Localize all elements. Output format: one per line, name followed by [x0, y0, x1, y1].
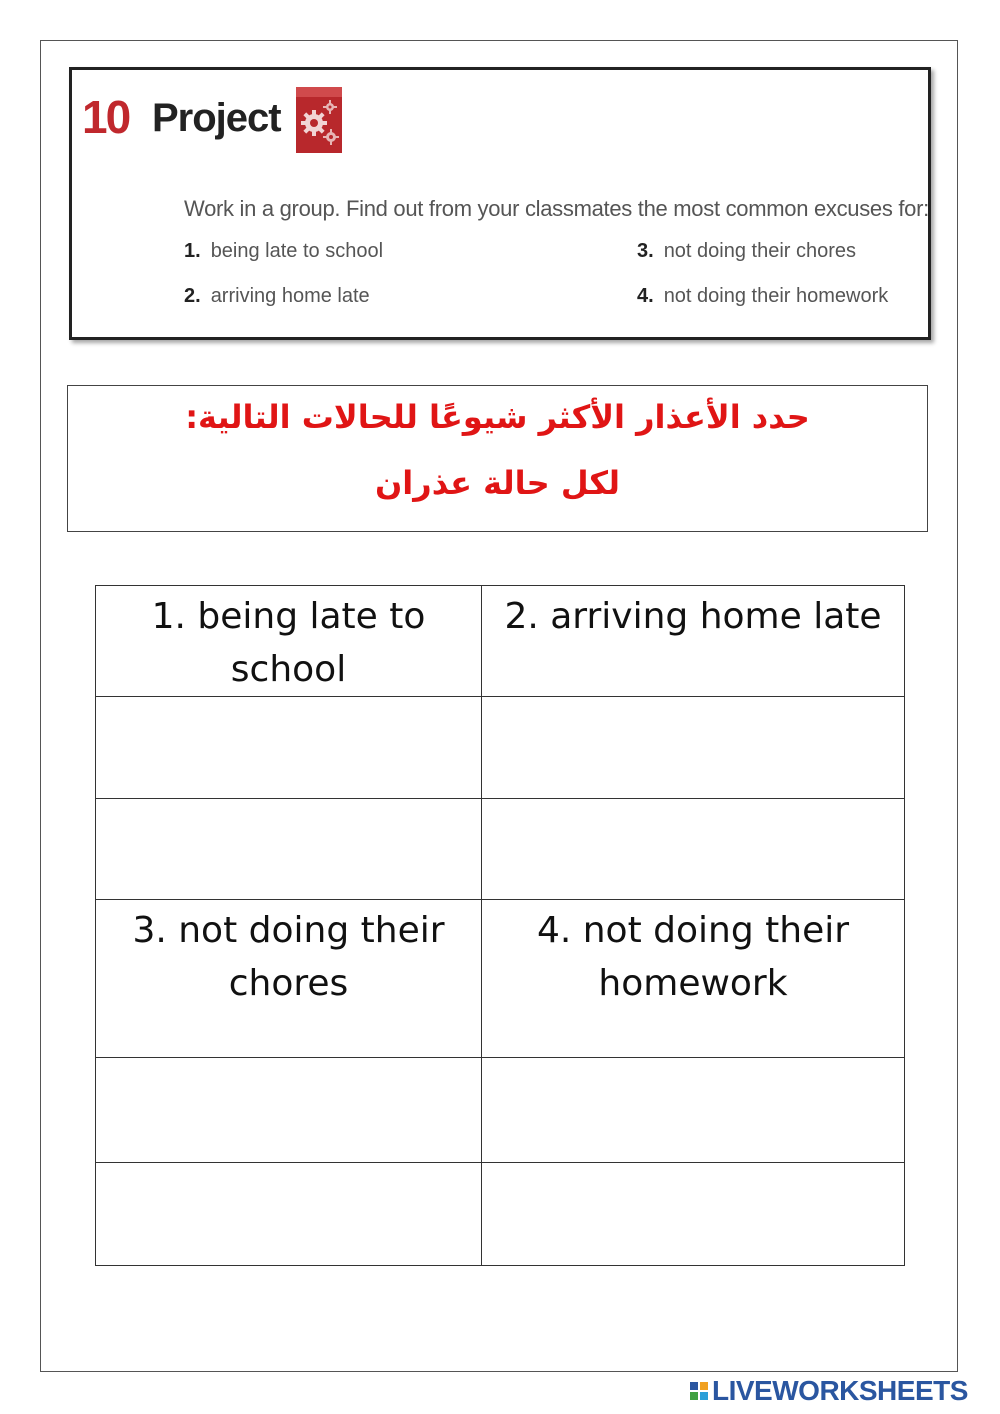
- header-cell-3: 3. not doing their chores: [96, 900, 482, 1058]
- item-number: 1.: [184, 240, 201, 262]
- project-box: [69, 67, 931, 340]
- excuses-table: [95, 585, 905, 1266]
- project-number: 10: [82, 91, 130, 143]
- item-text: being late to school: [210, 240, 384, 262]
- item-text: arriving home late: [210, 285, 370, 307]
- answer-cell-2b[interactable]: [482, 799, 905, 900]
- table-row: [96, 1058, 905, 1163]
- answer-cell-4b[interactable]: [482, 1163, 905, 1266]
- table-row: [96, 1163, 905, 1266]
- table-row: [96, 900, 905, 1058]
- gear-icon: [296, 87, 342, 153]
- answer-cell-4a[interactable]: [482, 1058, 905, 1163]
- answer-cell-1a[interactable]: [96, 697, 482, 799]
- answer-cell-2a[interactable]: [482, 697, 905, 799]
- arabic-instruction-line-2: لكل حالة عذران: [374, 464, 620, 502]
- project-instruction: Work in a group. Find out from your classmates the most common excuses for:: [184, 196, 929, 221]
- project-item-4: [637, 285, 888, 308]
- header-cell-2: 2. arriving home late: [482, 586, 905, 697]
- header-cell-1: 1. being late to school: [96, 586, 482, 697]
- project-item-3: [637, 240, 856, 263]
- item-number: 4.: [637, 285, 654, 307]
- project-item-2: [184, 285, 370, 308]
- project-item-1: [184, 240, 383, 263]
- item-number: 2.: [184, 285, 201, 307]
- item-text: not doing their chores: [663, 240, 857, 262]
- table-row: [96, 586, 905, 697]
- arabic-instruction-box: [67, 385, 928, 532]
- logo-squares-icon: [690, 1382, 708, 1400]
- answer-cell-1b[interactable]: [96, 799, 482, 900]
- table-row: [96, 697, 905, 799]
- table-row: [96, 799, 905, 900]
- header-cell-4: 4. not doing their homework: [482, 900, 905, 1058]
- liveworksheets-logo: [690, 1374, 968, 1408]
- item-text: not doing their homework: [663, 285, 889, 307]
- answer-cell-3b[interactable]: [96, 1163, 482, 1266]
- item-number: 3.: [637, 240, 654, 262]
- answer-cell-3a[interactable]: [96, 1058, 482, 1163]
- arabic-instruction-line-1: حدد الأعذار الأكثر شيوعًا للحالات التالية:: [185, 398, 810, 436]
- project-title: Project: [152, 96, 281, 140]
- logo-text: LIVEWORKSHEETS: [712, 1375, 968, 1406]
